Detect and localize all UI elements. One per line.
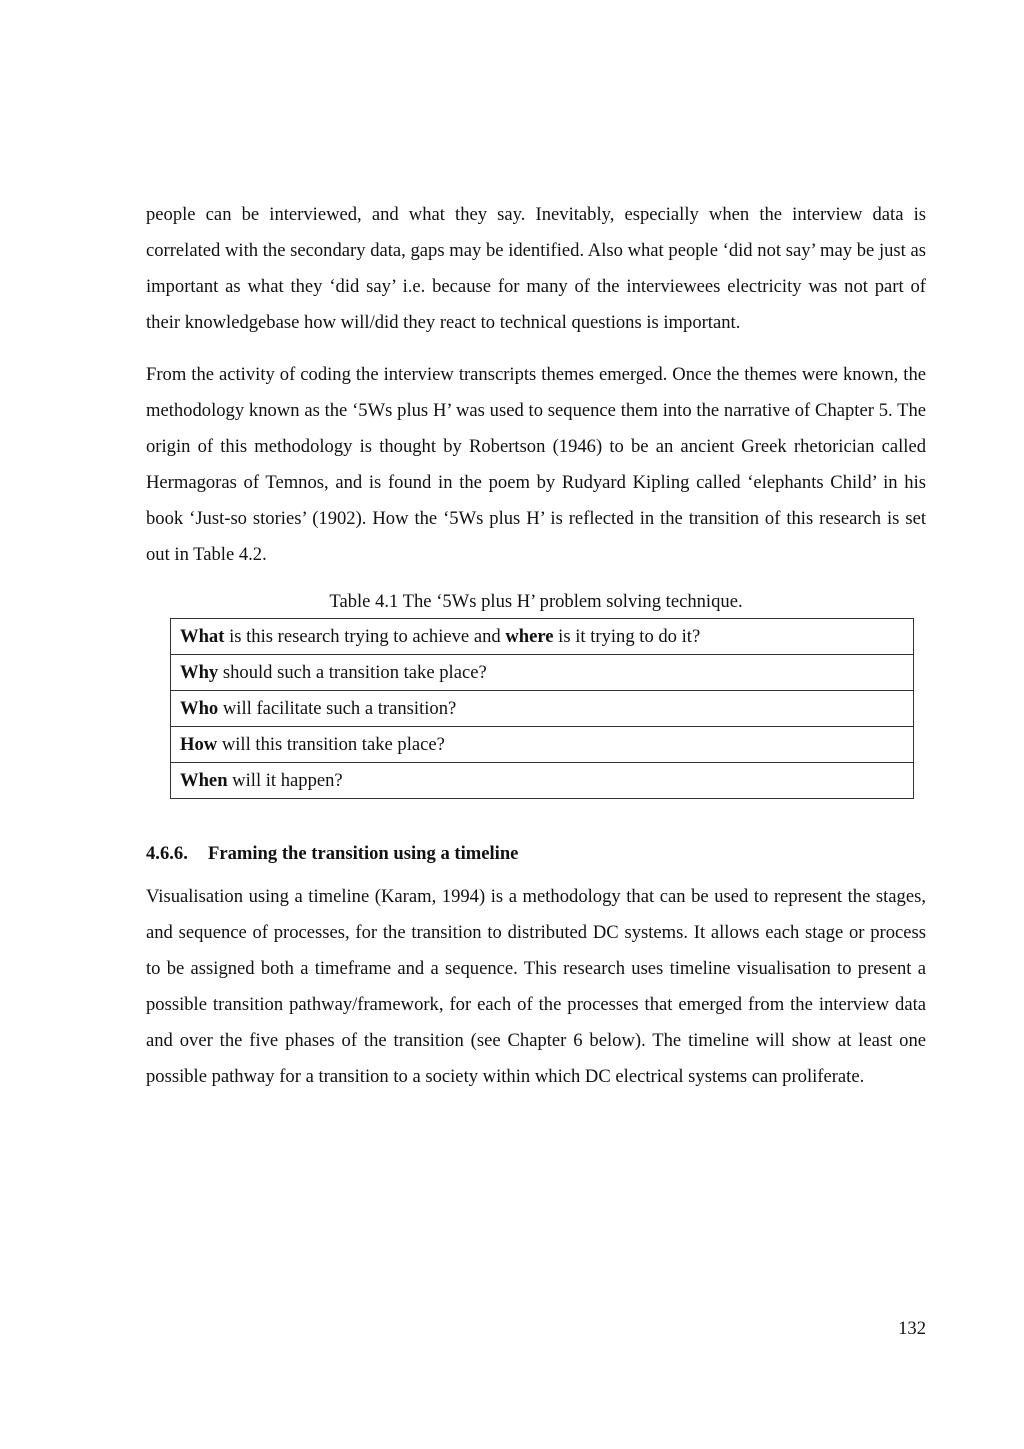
cell-text: will this transition take place? — [217, 733, 445, 755]
table-cell — [171, 763, 914, 799]
keyword-why: Why — [180, 661, 219, 683]
cell-text: is it trying to do it? — [553, 625, 701, 647]
table-row — [171, 655, 914, 691]
keyword-where: where — [505, 625, 554, 647]
section-heading — [146, 839, 926, 869]
paragraph-5ws-method: From the activity of coding the interview transcripts themes emerged. Once the themes were known, the methodology known as the ‘5Ws plus H’ was used to sequence them into the narrative of Chapter 5. The origin of this methodology is thought by Robertson (1946) to be an ancient Greek rhetorician called Hermagoras of Temnos, and is found in the poem by Rudyard Kipling called ‘elephants Child’ in his book ‘Just-so stories’ (1902). How the ‘5Ws plus H’ is reflected in the transition of this research is set out in Table 4.2. — [146, 364, 926, 565]
cell-text: will facilitate such a transition? — [218, 697, 457, 719]
keyword-when: When — [180, 769, 228, 791]
table-row — [171, 691, 914, 727]
table-row — [171, 763, 914, 799]
keyword-what: What — [180, 625, 225, 647]
cell-text: will it happen? — [227, 769, 343, 791]
table-cell — [171, 727, 914, 763]
cell-text: should such a transition take place? — [218, 661, 487, 683]
table-cell — [171, 655, 914, 691]
keyword-how: How — [180, 733, 218, 755]
table-row — [171, 727, 914, 763]
paragraph-timeline: Visualisation using a timeline (Karam, 1994) is a methodology that can be used to represent the stages, and sequence of processes, for the transition to distributed DC systems. It allows each stage or process to be assigned both a timeframe and a sequence. This research uses timeline visualisation to present a possible transition pathway/framework, for each of the processes that emerged from the interview data and over the five phases of the transition (see Chapter 6 below). The timeline will show at least one possible pathway for a transition to a society within which DC electrical systems can proliferate. — [146, 886, 926, 1087]
table-caption: Table 4.1 The ‘5Ws plus H’ problem solving technique. — [329, 591, 743, 612]
cell-text: is this research trying to achieve and — [224, 625, 506, 647]
paragraph-interviews: people can be interviewed, and what they say. Inevitably, especially when the interview data is correlated with the secondary data, gaps may be identified. Also what people ‘did not say’ may be just as important as what they ‘did say’ i.e. because for many of the interviewees electricity was not part of their knowledgebase how will/did they react to technical questions is important. — [146, 204, 926, 333]
table-cell — [171, 691, 914, 727]
section-number: 4.6.6. — [146, 843, 188, 864]
page-number: 132 — [898, 1318, 926, 1339]
section-title: Framing the transition using a timeline — [208, 843, 519, 864]
5ws-table — [170, 618, 914, 799]
table-row — [171, 619, 914, 655]
page-body — [146, 197, 926, 1095]
table-cell — [171, 619, 914, 655]
keyword-who: Who — [180, 697, 219, 719]
